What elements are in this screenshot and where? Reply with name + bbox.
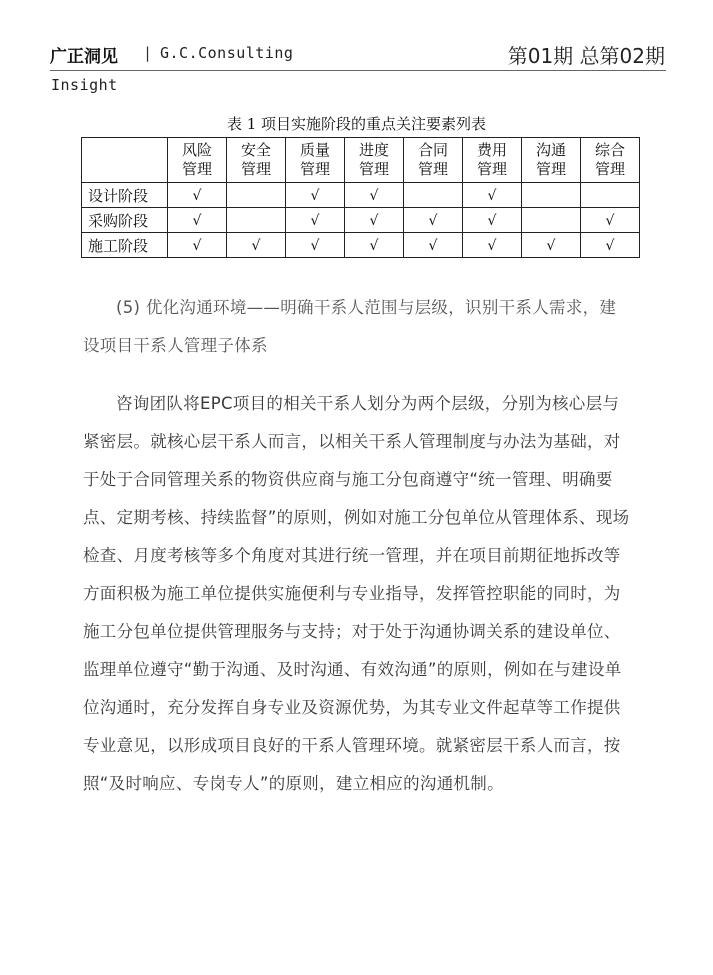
check-mark-icon: √	[487, 238, 497, 254]
table-cell	[345, 183, 404, 208]
check-mark-icon: √	[428, 238, 438, 254]
column-header: 费用 管理	[463, 138, 522, 183]
table-corner-cell	[82, 138, 168, 183]
column-header: 质量 管理	[286, 138, 345, 183]
table-caption: 表 1 项目实施阶段的重点关注要素列表	[226, 115, 487, 133]
check-mark-icon: √	[428, 213, 438, 229]
row-label: 采购阶段	[82, 208, 168, 233]
table-cell	[286, 233, 345, 258]
row-label: 施工阶段	[82, 233, 168, 258]
column-header: 安全 管理	[227, 138, 286, 183]
table-row	[82, 208, 640, 233]
table-cell	[227, 233, 286, 258]
table-cell	[463, 183, 522, 208]
brand-separator: |	[143, 44, 153, 62]
table-cell	[404, 208, 463, 233]
header-divider	[50, 70, 666, 71]
check-mark-icon: √	[487, 188, 497, 204]
issue-number: 第01期 总第02期	[507, 44, 665, 68]
column-header: 沟通 管理	[522, 138, 581, 183]
table-cell	[345, 208, 404, 233]
brand-name-en: G.C.Consulting	[160, 44, 294, 62]
focus-elements-table	[81, 137, 640, 258]
table-cell	[227, 183, 286, 208]
table-cell	[168, 233, 227, 258]
table-cell	[168, 208, 227, 233]
check-mark-icon: √	[605, 213, 615, 229]
check-mark-icon: √	[310, 238, 320, 254]
check-mark-icon: √	[192, 188, 202, 204]
table-cell	[522, 183, 581, 208]
table-cell	[345, 233, 404, 258]
column-header: 合同 管理	[404, 138, 463, 183]
brand-name-cn: 广正洞见	[50, 47, 118, 67]
table-cell	[522, 233, 581, 258]
column-header: 进度 管理	[345, 138, 404, 183]
table-header-row	[82, 138, 640, 183]
table-cell	[404, 233, 463, 258]
page-header	[50, 40, 665, 74]
check-mark-icon: √	[192, 213, 202, 229]
table-row	[82, 183, 640, 208]
check-mark-icon: √	[369, 188, 379, 204]
check-mark-icon: √	[605, 238, 615, 254]
column-header: 风险 管理	[168, 138, 227, 183]
section-heading-5: (5) 优化沟通环境——明确干系人范围与层级，识别干系人需求，建设项目干系人管理子体系	[83, 298, 617, 355]
check-mark-icon: √	[310, 188, 320, 204]
table-cell	[168, 183, 227, 208]
table-row	[82, 233, 640, 258]
table-cell	[286, 208, 345, 233]
check-mark-icon: √	[487, 213, 497, 229]
check-mark-icon: √	[369, 213, 379, 229]
brand-name-en-continued: Insight	[51, 76, 118, 94]
check-mark-icon: √	[310, 213, 320, 229]
table-cell	[286, 183, 345, 208]
table-cell	[581, 183, 640, 208]
check-mark-icon: √	[251, 238, 261, 254]
table-cell	[522, 208, 581, 233]
check-mark-icon: √	[369, 238, 379, 254]
check-mark-icon: √	[192, 238, 202, 254]
column-header: 综合 管理	[581, 138, 640, 183]
table-cell	[227, 208, 286, 233]
table-cell	[463, 208, 522, 233]
table-cell	[463, 233, 522, 258]
table-cell	[581, 208, 640, 233]
table-cell	[404, 183, 463, 208]
check-mark-icon: √	[546, 238, 556, 254]
table-cell	[581, 233, 640, 258]
body-paragraph: 咨询团队将EPC项目的相关干系人划分为两个层级，分别为核心层与紧密层。就核心层干系人而言，以相关干系人管理制度与办法为基础，对于处于合同管理关系的物资供应商与施工分包商遵守“统一管理、明确要点、定期考核、持续监督”的原则，例如对施工分包单位从管理体系、现场检查、月度考核等多个角度对其进行统一管理，并在项目前期征地拆改等方面积极为施工单位提供实施便利与专业指导，发挥管控职能的同时，为施工分包单位提供管理服务与支持；对于处于沟通协调关系的建设单位、监理单位遵守“勤于沟通、及时沟通、有效沟通”的原则，例如在与建设单位沟通时，充分发挥自身专业及资源优势，为其专业文件起草等工作提供专业意见，以形成项目良好的干系人管理环境。就紧密层干系人而言，按照“及时响应、专岗专人”的原则，建立相应的沟通机制。	[83, 394, 630, 793]
row-label: 设计阶段	[82, 183, 168, 208]
